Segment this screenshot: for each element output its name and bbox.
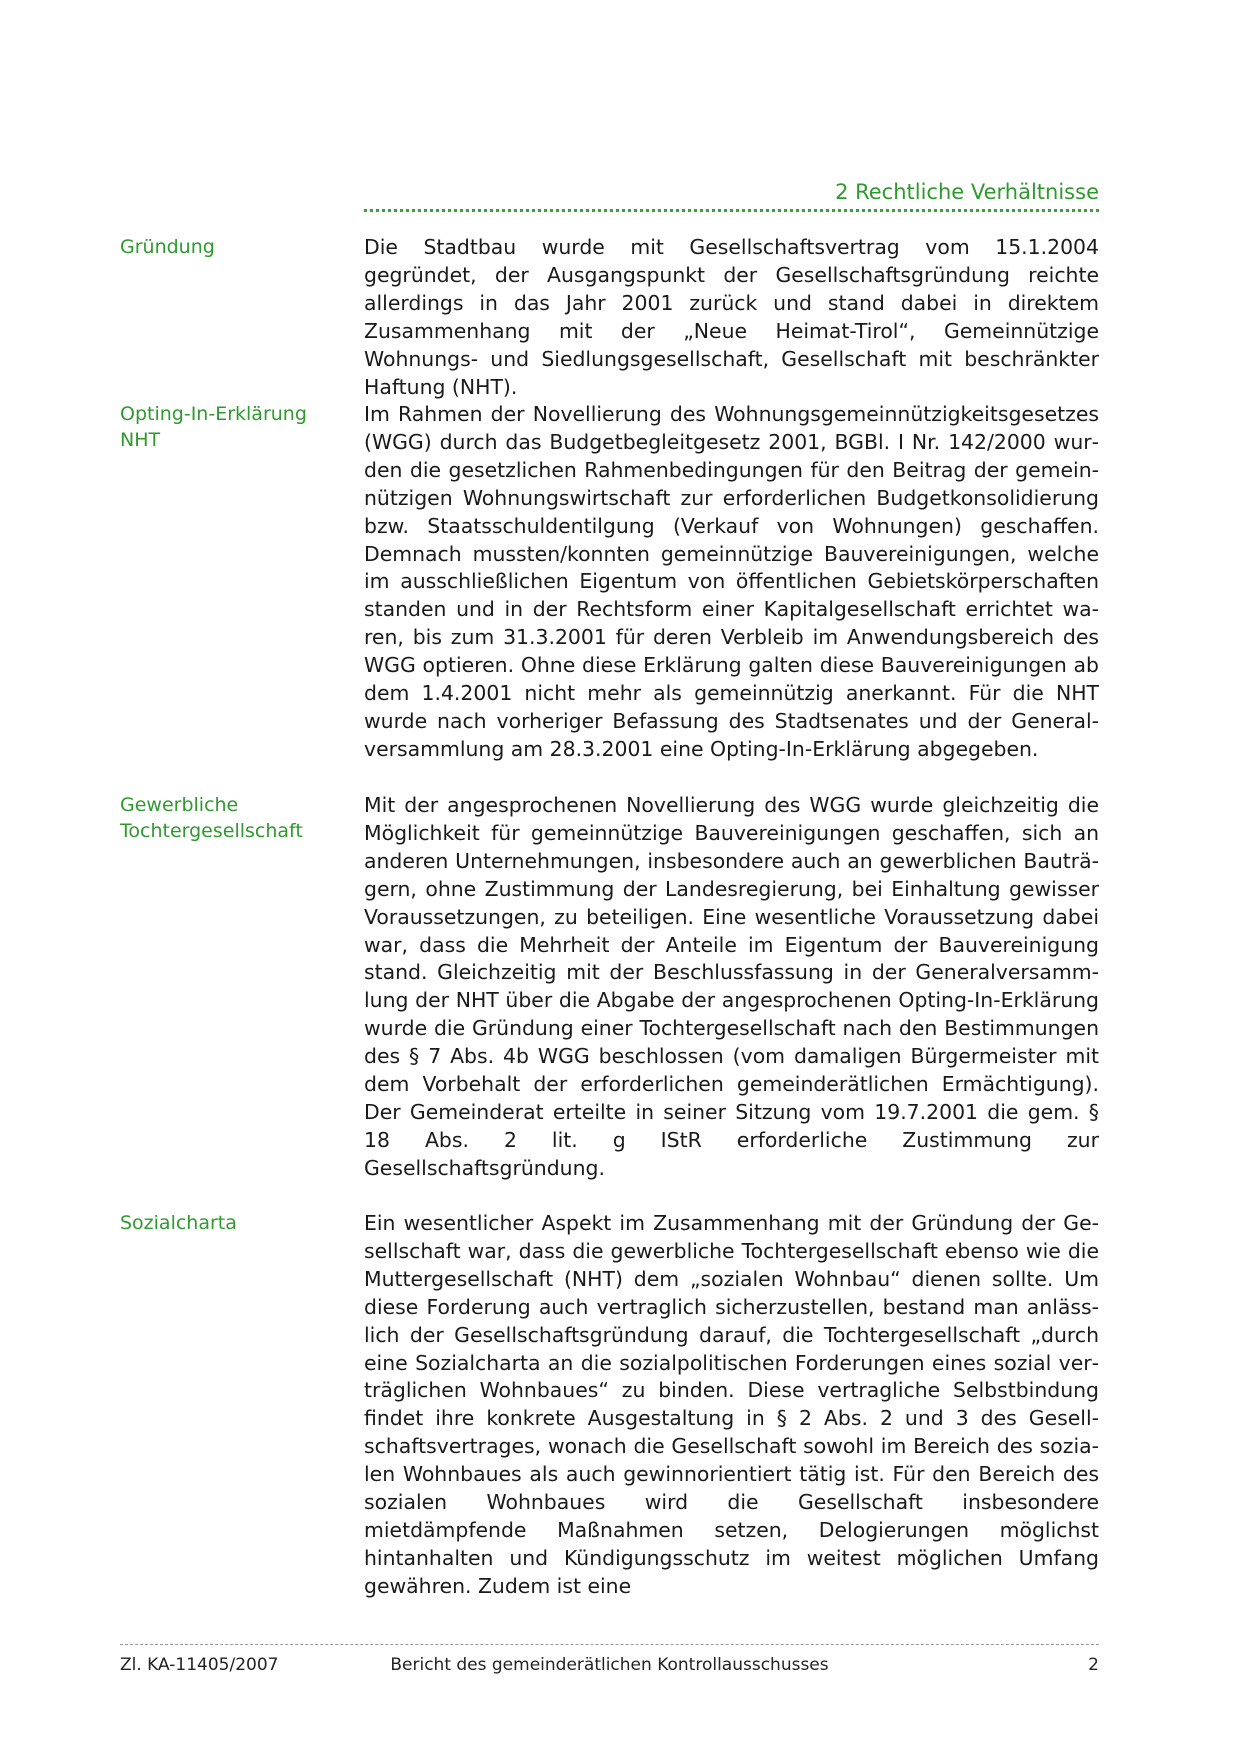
page-footer <box>120 1652 1099 1678</box>
margin-label-opting-in: Opting-In-Erklärung NHT <box>120 403 307 451</box>
paragraph-sozialcharta: Ein wesentlicher Aspekt im Zusammenhang mit der Gründung der Gesellschaft war, dass die gewerbliche Tochtergesellschaft ebenso wie die Muttergesellschaft (NHT) dem „sozialen Wohnbau“ dienen sollte. Um diese Forderung auch vertraglich sicherzustellen, bestand man anlässlich der Gesellschaftsgründung darauf, die Tochtergesellschaft „durch eine Sozialcharta an die sozialpolitischen Forderungen eines sozial verträglichen Wohnbaues“ zu binden. Diese vertragliche Selbstbindung findet ihre konkrete Ausgestaltung in § 2 Abs. 2 und 3 des Gesellschaftsvertrages, wonach die Gesellschaft sowohl im Bereich des sozialen Wohnbaues als auch gewinnorientiert tätig ist. Für den Bereich des sozialen Wohnbaues wird die Gesellschaft insbesondere mietdämpfende Maßnahmen setzen, Delogierungen möglichst hintanhalten und Kündigungsschutz im weitest möglichen Umfang gewähren. Zudem ist eine <box>364 1211 1099 1598</box>
paragraph-opting-in: Im Rahmen der Novellierung des Wohnungsgemeinnützigkeitsgesetzes (WGG) durch das Budgetbegleitgesetz 2001, BGBl. I Nr. 142/2000 wurden die gesetzlichen Rahmenbedingungen für den Beitrag der gemeinnützigen Wohnungswirtschaft zur erforderlichen Budgetkonsolidierung bzw. Staatsschuldentilgung (Verkauf von Wohnungen) geschaffen. Demnach mussten/konnten gemeinnützige Bauvereinigungen, welche im ausschließlichen Eigentum von öffentlichen Gebietskörperschaften standen und in der Rechtsform einer Kapitalgesellschaft errichtet waren, bis zum 31.3.2001 für deren Verbleib im Anwendungsbereich des WGG optieren. Ohne diese Erklärung galten diese Bauvereinigungen ab dem 1.4.2001 nicht mehr als gemeinnützig anerkannt. Für die NHT wurde nach vorheriger Befassung des Stadtsenates und der Generalversammlung am 28.3.2001 eine Opting-In-Erklärung abgegeben. <box>364 402 1099 761</box>
header-divider <box>364 209 1099 212</box>
footer-divider <box>120 1644 1099 1645</box>
paragraph-gruendung: Die Stadtbau wurde mit Gesellschaftsvertrag vom 15.1.2004 gegründet, der Ausgangspunkt der Gesellschaftsgründung reichte allerdings in das Jahr 2001 zurück und stand dabei in direktem Zusammenhang mit der „Neue Heimat-Tirol“, Gemeinnützige Wohnungs- und Siedlungsgesellschaft, Gesellschaft mit beschränkter Haftung (NHT). <box>364 235 1099 399</box>
chapter-header: 2 Rechtliche Verhältnisse <box>835 180 1099 204</box>
margin-label-sozialcharta: Sozialcharta <box>120 1212 237 1234</box>
footer-page-number: 2 <box>1088 1655 1099 1675</box>
paragraph-tochtergesellschaft: Mit der angesprochenen Novellierung des WGG wurde gleichzeitig die Möglichkeit für gemeinnützige Bauvereinigungen geschaffen, sich an anderen Unternehmungen, insbesondere auch an gewerblichen Bauträgern, ohne Zustimmung der Landesregierung, bei Einhaltung gewisser Voraussetzungen, zu beteiligen. Eine wesentliche Voraussetzung dabei war, dass die Mehrheit der Anteile im Eigentum der Bauvereinigung stand. Gleichzeitig mit der Beschlussfassung in der Generalversammlung der NHT über die Abgabe der angesprochenen Opting-In-Erklärung wurde die Gründung einer Tochtergesellschaft nach den Bestimmungen des § 7 Abs. 4b WGG beschlossen (vom damaligen Bürgermeister mit dem Vorbehalt der erforderlichen gemeinderätlichen Ermächtigung). Der Gemeinderat erteilte in seiner Sitzung vom 19.7.2001 die gem. § 18 Abs. 2 lit. g IStR erforderliche Zustimmung zur Gesellschaftsgründung. <box>364 793 1099 1180</box>
footer-reference: Zl. KA-11405/2007 <box>120 1655 279 1675</box>
margin-label-gruendung: Gründung <box>120 236 215 258</box>
footer-report-title: Bericht des gemeinderätlichen Kontrollausschusses <box>390 1655 829 1675</box>
margin-label-tochtergesellschaft: Gewerbliche Tochtergesellschaft <box>120 794 303 842</box>
